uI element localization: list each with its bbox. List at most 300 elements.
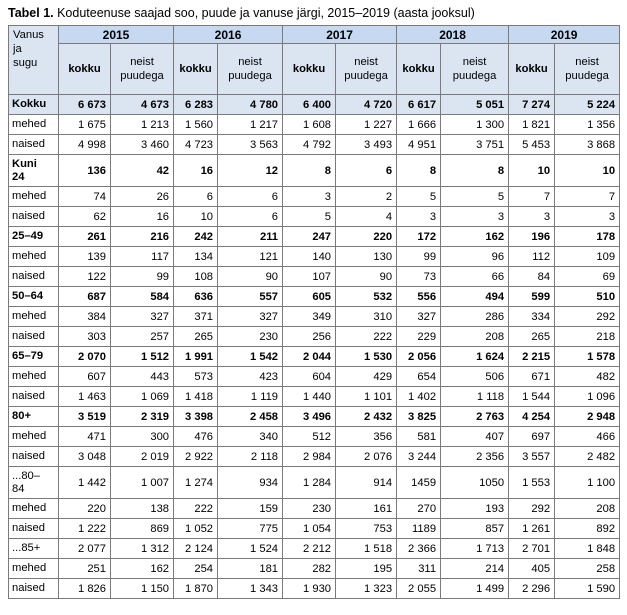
cell-disabled: 2 458 xyxy=(218,407,283,427)
cell-total: 3 496 xyxy=(283,407,336,427)
cell-total: 1 052 xyxy=(174,519,218,539)
cell-total: 73 xyxy=(397,267,441,287)
cell-disabled: 121 xyxy=(218,247,283,267)
cell-disabled: 2 076 xyxy=(336,447,397,467)
cell-total: 7 274 xyxy=(509,95,555,115)
cell-total: 229 xyxy=(397,327,441,347)
cell-disabled: 292 xyxy=(555,307,620,327)
cell-disabled: 208 xyxy=(441,327,509,347)
cell-disabled: 6 xyxy=(218,187,283,207)
cell-disabled: 1 100 xyxy=(555,467,620,499)
cell-disabled: 1 530 xyxy=(336,347,397,367)
row-label: mehed xyxy=(9,559,59,579)
row-label: mehed xyxy=(9,499,59,519)
cell-total: 1 870 xyxy=(174,579,218,599)
cell-total: 222 xyxy=(174,499,218,519)
cell-total: 1 826 xyxy=(59,579,111,599)
cell-disabled: 1 590 xyxy=(555,579,620,599)
cell-total: 220 xyxy=(59,499,111,519)
table-row xyxy=(9,267,620,287)
cell-disabled: 584 xyxy=(111,287,174,307)
cell-disabled: 407 xyxy=(441,427,509,447)
cell-disabled: 8 xyxy=(441,155,509,187)
cell-total: 1 284 xyxy=(283,467,336,499)
cell-total: 2 055 xyxy=(397,579,441,599)
cell-disabled: 162 xyxy=(111,559,174,579)
cell-total: 1 666 xyxy=(397,115,441,135)
cell-total: 6 400 xyxy=(283,95,336,115)
cell-disabled: 6 xyxy=(218,207,283,227)
cell-total: 334 xyxy=(509,307,555,327)
year-header: 2016 xyxy=(174,26,283,44)
cell-disabled: 753 xyxy=(336,519,397,539)
cell-disabled: 2 763 xyxy=(441,407,509,427)
cell-disabled: 3 868 xyxy=(555,135,620,155)
cell-total: 1 553 xyxy=(509,467,555,499)
cell-total: 1189 xyxy=(397,519,441,539)
cell-disabled: 222 xyxy=(336,327,397,347)
cell-disabled: 220 xyxy=(336,227,397,247)
cell-total: 3 244 xyxy=(397,447,441,467)
cell-total: 4 723 xyxy=(174,135,218,155)
cell-total: 2 922 xyxy=(174,447,218,467)
subheader-total: kokku xyxy=(174,44,218,95)
cell-disabled: 10 xyxy=(555,155,620,187)
cell-total: 139 xyxy=(59,247,111,267)
cell-total: 265 xyxy=(174,327,218,347)
cell-disabled: 1050 xyxy=(441,467,509,499)
cell-total: 134 xyxy=(174,247,218,267)
cell-disabled: 2 432 xyxy=(336,407,397,427)
cell-disabled: 193 xyxy=(441,499,509,519)
cell-total: 196 xyxy=(509,227,555,247)
row-label: ...80– 84 xyxy=(9,467,59,499)
cell-disabled: 1 356 xyxy=(555,115,620,135)
cell-total: 2 296 xyxy=(509,579,555,599)
cell-disabled: 1 101 xyxy=(336,387,397,407)
cell-total: 1 261 xyxy=(509,519,555,539)
cell-disabled: 914 xyxy=(336,467,397,499)
cell-disabled: 1 524 xyxy=(218,539,283,559)
row-label: 50–64 xyxy=(9,287,59,307)
cell-total: 1 274 xyxy=(174,467,218,499)
cell-total: 6 673 xyxy=(59,95,111,115)
cell-total: 8 xyxy=(283,155,336,187)
cell-total: 1 560 xyxy=(174,115,218,135)
cell-disabled: 161 xyxy=(336,499,397,519)
cell-disabled: 2 482 xyxy=(555,447,620,467)
cell-total: 1459 xyxy=(397,467,441,499)
table-body xyxy=(9,95,620,599)
cell-total: 604 xyxy=(283,367,336,387)
cell-total: 3 xyxy=(509,207,555,227)
cell-disabled: 429 xyxy=(336,367,397,387)
table-row xyxy=(9,499,620,519)
cell-disabled: 1 007 xyxy=(111,467,174,499)
cell-disabled: 2 319 xyxy=(111,407,174,427)
cell-disabled: 1 578 xyxy=(555,347,620,367)
cell-total: 1 675 xyxy=(59,115,111,135)
cell-total: 687 xyxy=(59,287,111,307)
table-row xyxy=(9,559,620,579)
cell-disabled: 3 493 xyxy=(336,135,397,155)
cell-total: 2 070 xyxy=(59,347,111,367)
cell-total: 16 xyxy=(174,155,218,187)
cell-total: 3 519 xyxy=(59,407,111,427)
cell-total: 4 998 xyxy=(59,135,111,155)
cell-disabled: 12 xyxy=(218,155,283,187)
cell-total: 384 xyxy=(59,307,111,327)
row-label: naised xyxy=(9,447,59,467)
row-label: mehed xyxy=(9,307,59,327)
cell-total: 573 xyxy=(174,367,218,387)
cell-disabled: 230 xyxy=(218,327,283,347)
table-row xyxy=(9,407,620,427)
cell-disabled: 1 118 xyxy=(441,387,509,407)
table-row xyxy=(9,367,620,387)
cell-total: 2 212 xyxy=(283,539,336,559)
table-row xyxy=(9,579,620,599)
cell-total: 282 xyxy=(283,559,336,579)
row-label: mehed xyxy=(9,187,59,207)
cell-disabled: 69 xyxy=(555,267,620,287)
cell-total: 3 xyxy=(397,207,441,227)
cell-disabled: 1 512 xyxy=(111,347,174,367)
table-row xyxy=(9,135,620,155)
cell-total: 10 xyxy=(509,155,555,187)
cell-total: 556 xyxy=(397,287,441,307)
cell-disabled: 310 xyxy=(336,307,397,327)
cell-total: 1 821 xyxy=(509,115,555,135)
cell-disabled: 340 xyxy=(218,427,283,447)
cell-disabled: 1 300 xyxy=(441,115,509,135)
cell-disabled: 934 xyxy=(218,467,283,499)
row-label: 65–79 xyxy=(9,347,59,367)
subheader-total: kokku xyxy=(283,44,336,95)
cell-total: 172 xyxy=(397,227,441,247)
table-row xyxy=(9,387,620,407)
cell-total: 256 xyxy=(283,327,336,347)
row-label: Kokku xyxy=(9,95,59,115)
cell-total: 3 398 xyxy=(174,407,218,427)
cell-disabled: 2 118 xyxy=(218,447,283,467)
cell-disabled: 4 780 xyxy=(218,95,283,115)
cell-disabled: 99 xyxy=(111,267,174,287)
cell-disabled: 1 323 xyxy=(336,579,397,599)
cell-disabled: 258 xyxy=(555,559,620,579)
row-label: naised xyxy=(9,327,59,347)
cell-disabled: 1 542 xyxy=(218,347,283,367)
cell-disabled: 1 217 xyxy=(218,115,283,135)
cell-total: 2 056 xyxy=(397,347,441,367)
cell-disabled: 16 xyxy=(111,207,174,227)
row-label: 80+ xyxy=(9,407,59,427)
row-label: mehed xyxy=(9,427,59,447)
cell-total: 2 984 xyxy=(283,447,336,467)
cell-total: 3 825 xyxy=(397,407,441,427)
cell-total: 2 701 xyxy=(509,539,555,559)
year-header: 2018 xyxy=(397,26,509,44)
cell-total: 261 xyxy=(59,227,111,247)
row-label: mehed xyxy=(9,367,59,387)
cell-disabled: 3 xyxy=(555,207,620,227)
table-row xyxy=(9,539,620,559)
cell-disabled: 4 xyxy=(336,207,397,227)
cell-disabled: 90 xyxy=(336,267,397,287)
cell-disabled: 506 xyxy=(441,367,509,387)
table-row xyxy=(9,247,620,267)
subheader-total: kokku xyxy=(397,44,441,95)
cell-disabled: 466 xyxy=(555,427,620,447)
cell-total: 605 xyxy=(283,287,336,307)
subheader-disabled: neist puudega xyxy=(441,44,509,95)
subheader-disabled: neist puudega xyxy=(111,44,174,95)
cell-total: 2 077 xyxy=(59,539,111,559)
cell-disabled: 1 499 xyxy=(441,579,509,599)
cell-total: 108 xyxy=(174,267,218,287)
cell-total: 1 418 xyxy=(174,387,218,407)
cell-disabled: 1 213 xyxy=(111,115,174,135)
year-header: 2017 xyxy=(283,26,397,44)
cell-total: 136 xyxy=(59,155,111,187)
cell-disabled: 96 xyxy=(441,247,509,267)
table-row xyxy=(9,207,620,227)
table-row xyxy=(9,519,620,539)
cell-disabled: 1 096 xyxy=(555,387,620,407)
year-header: 2015 xyxy=(59,26,174,44)
row-label: naised xyxy=(9,387,59,407)
cell-total: 7 xyxy=(509,187,555,207)
cell-total: 654 xyxy=(397,367,441,387)
cell-disabled: 869 xyxy=(111,519,174,539)
cell-disabled: 423 xyxy=(218,367,283,387)
cell-total: 230 xyxy=(283,499,336,519)
cell-total: 1 463 xyxy=(59,387,111,407)
cell-disabled: 5 051 xyxy=(441,95,509,115)
cell-total: 1 222 xyxy=(59,519,111,539)
corner-header-label: Vanus ja sugu xyxy=(13,29,44,69)
cell-total: 10 xyxy=(174,207,218,227)
cell-total: 5 453 xyxy=(509,135,555,155)
table-caption xyxy=(8,6,475,20)
cell-total: 371 xyxy=(174,307,218,327)
row-label: naised xyxy=(9,207,59,227)
table-row xyxy=(9,95,620,115)
cell-disabled: 2 948 xyxy=(555,407,620,427)
cell-disabled: 257 xyxy=(111,327,174,347)
cell-disabled: 3 751 xyxy=(441,135,509,155)
cell-disabled: 892 xyxy=(555,519,620,539)
cell-total: 140 xyxy=(283,247,336,267)
cell-disabled: 214 xyxy=(441,559,509,579)
cell-disabled: 1 848 xyxy=(555,539,620,559)
cell-disabled: 3 xyxy=(441,207,509,227)
cell-total: 62 xyxy=(59,207,111,227)
cell-total: 1 608 xyxy=(283,115,336,135)
table-row xyxy=(9,155,620,187)
data-table xyxy=(8,25,620,599)
cell-total: 2 044 xyxy=(283,347,336,367)
subheader-disabled: neist puudega xyxy=(218,44,283,95)
cell-disabled: 327 xyxy=(111,307,174,327)
cell-total: 581 xyxy=(397,427,441,447)
cell-disabled: 5 224 xyxy=(555,95,620,115)
cell-total: 1 440 xyxy=(283,387,336,407)
cell-disabled: 3 563 xyxy=(218,135,283,155)
cell-total: 84 xyxy=(509,267,555,287)
cell-total: 405 xyxy=(509,559,555,579)
cell-disabled: 195 xyxy=(336,559,397,579)
table-row xyxy=(9,347,620,367)
cell-disabled: 159 xyxy=(218,499,283,519)
cell-disabled: 1 343 xyxy=(218,579,283,599)
cell-total: 6 283 xyxy=(174,95,218,115)
cell-total: 2 215 xyxy=(509,347,555,367)
cell-total: 2 366 xyxy=(397,539,441,559)
cell-total: 671 xyxy=(509,367,555,387)
cell-disabled: 1 624 xyxy=(441,347,509,367)
cell-disabled: 2 019 xyxy=(111,447,174,467)
cell-total: 1 544 xyxy=(509,387,555,407)
cell-total: 311 xyxy=(397,559,441,579)
cell-disabled: 300 xyxy=(111,427,174,447)
cell-total: 1 442 xyxy=(59,467,111,499)
cell-total: 5 xyxy=(283,207,336,227)
cell-total: 1 930 xyxy=(283,579,336,599)
cell-disabled: 356 xyxy=(336,427,397,447)
cell-total: 1 054 xyxy=(283,519,336,539)
cell-total: 4 951 xyxy=(397,135,441,155)
cell-total: 107 xyxy=(283,267,336,287)
cell-disabled: 1 312 xyxy=(111,539,174,559)
cell-total: 6 617 xyxy=(397,95,441,115)
cell-disabled: 443 xyxy=(111,367,174,387)
cell-total: 99 xyxy=(397,247,441,267)
cell-disabled: 510 xyxy=(555,287,620,307)
cell-total: 4 254 xyxy=(509,407,555,427)
cell-total: 607 xyxy=(59,367,111,387)
cell-total: 251 xyxy=(59,559,111,579)
row-label: mehed xyxy=(9,115,59,135)
cell-total: 3 048 xyxy=(59,447,111,467)
cell-disabled: 482 xyxy=(555,367,620,387)
cell-disabled: 218 xyxy=(555,327,620,347)
cell-total: 112 xyxy=(509,247,555,267)
subheader-disabled: neist puudega xyxy=(336,44,397,95)
cell-total: 74 xyxy=(59,187,111,207)
cell-disabled: 532 xyxy=(336,287,397,307)
cell-disabled: 162 xyxy=(441,227,509,247)
cell-total: 5 xyxy=(397,187,441,207)
caption-label: Tabel 1. xyxy=(8,6,54,20)
cell-total: 242 xyxy=(174,227,218,247)
cell-disabled: 5 xyxy=(441,187,509,207)
row-label: 25–49 xyxy=(9,227,59,247)
cell-disabled: 216 xyxy=(111,227,174,247)
cell-disabled: 90 xyxy=(218,267,283,287)
caption-text: Koduteenuse saajad soo, puude ja vanuse järgi, 2015–2019 (aasta jooksul) xyxy=(53,6,475,20)
subheader-total: kokku xyxy=(59,44,111,95)
table-row xyxy=(9,447,620,467)
row-label: mehed xyxy=(9,247,59,267)
year-header: 2019 xyxy=(509,26,620,44)
cell-total: 292 xyxy=(509,499,555,519)
row-label: naised xyxy=(9,135,59,155)
cell-total: 1 991 xyxy=(174,347,218,367)
cell-disabled: 857 xyxy=(441,519,509,539)
table-row xyxy=(9,307,620,327)
cell-disabled: 1 069 xyxy=(111,387,174,407)
cell-disabled: 26 xyxy=(111,187,174,207)
cell-disabled: 138 xyxy=(111,499,174,519)
cell-total: 8 xyxy=(397,155,441,187)
cell-total: 471 xyxy=(59,427,111,447)
cell-disabled: 557 xyxy=(218,287,283,307)
cell-disabled: 4 720 xyxy=(336,95,397,115)
cell-total: 327 xyxy=(397,307,441,327)
cell-disabled: 66 xyxy=(441,267,509,287)
cell-disabled: 117 xyxy=(111,247,174,267)
cell-disabled: 181 xyxy=(218,559,283,579)
row-label: naised xyxy=(9,519,59,539)
cell-disabled: 327 xyxy=(218,307,283,327)
subheader-total: kokku xyxy=(509,44,555,95)
row-label: naised xyxy=(9,579,59,599)
cell-disabled: 1 227 xyxy=(336,115,397,135)
cell-disabled: 3 460 xyxy=(111,135,174,155)
cell-total: 512 xyxy=(283,427,336,447)
table-row xyxy=(9,187,620,207)
cell-total: 265 xyxy=(509,327,555,347)
cell-total: 349 xyxy=(283,307,336,327)
subheader-disabled: neist puudega xyxy=(555,44,620,95)
cell-disabled: 6 xyxy=(336,155,397,187)
row-label: ...85+ xyxy=(9,539,59,559)
cell-disabled: 775 xyxy=(218,519,283,539)
cell-disabled: 1 150 xyxy=(111,579,174,599)
cell-total: 599 xyxy=(509,287,555,307)
cell-total: 3 557 xyxy=(509,447,555,467)
cell-total: 2 124 xyxy=(174,539,218,559)
cell-disabled: 42 xyxy=(111,155,174,187)
cell-disabled: 7 xyxy=(555,187,620,207)
table-row xyxy=(9,467,620,499)
row-label: Kuni 24 xyxy=(9,155,59,187)
cell-disabled: 109 xyxy=(555,247,620,267)
cell-disabled: 211 xyxy=(218,227,283,247)
cell-total: 254 xyxy=(174,559,218,579)
corner-header xyxy=(9,26,59,95)
cell-total: 3 xyxy=(283,187,336,207)
cell-disabled: 1 119 xyxy=(218,387,283,407)
cell-disabled: 1 518 xyxy=(336,539,397,559)
cell-disabled: 286 xyxy=(441,307,509,327)
cell-total: 4 792 xyxy=(283,135,336,155)
cell-total: 1 402 xyxy=(397,387,441,407)
cell-total: 636 xyxy=(174,287,218,307)
row-label: naised xyxy=(9,267,59,287)
cell-total: 247 xyxy=(283,227,336,247)
cell-total: 270 xyxy=(397,499,441,519)
cell-disabled: 2 xyxy=(336,187,397,207)
table-row xyxy=(9,327,620,347)
cell-total: 122 xyxy=(59,267,111,287)
cell-disabled: 494 xyxy=(441,287,509,307)
table-row xyxy=(9,227,620,247)
cell-total: 303 xyxy=(59,327,111,347)
cell-disabled: 1 713 xyxy=(441,539,509,559)
cell-total: 697 xyxy=(509,427,555,447)
